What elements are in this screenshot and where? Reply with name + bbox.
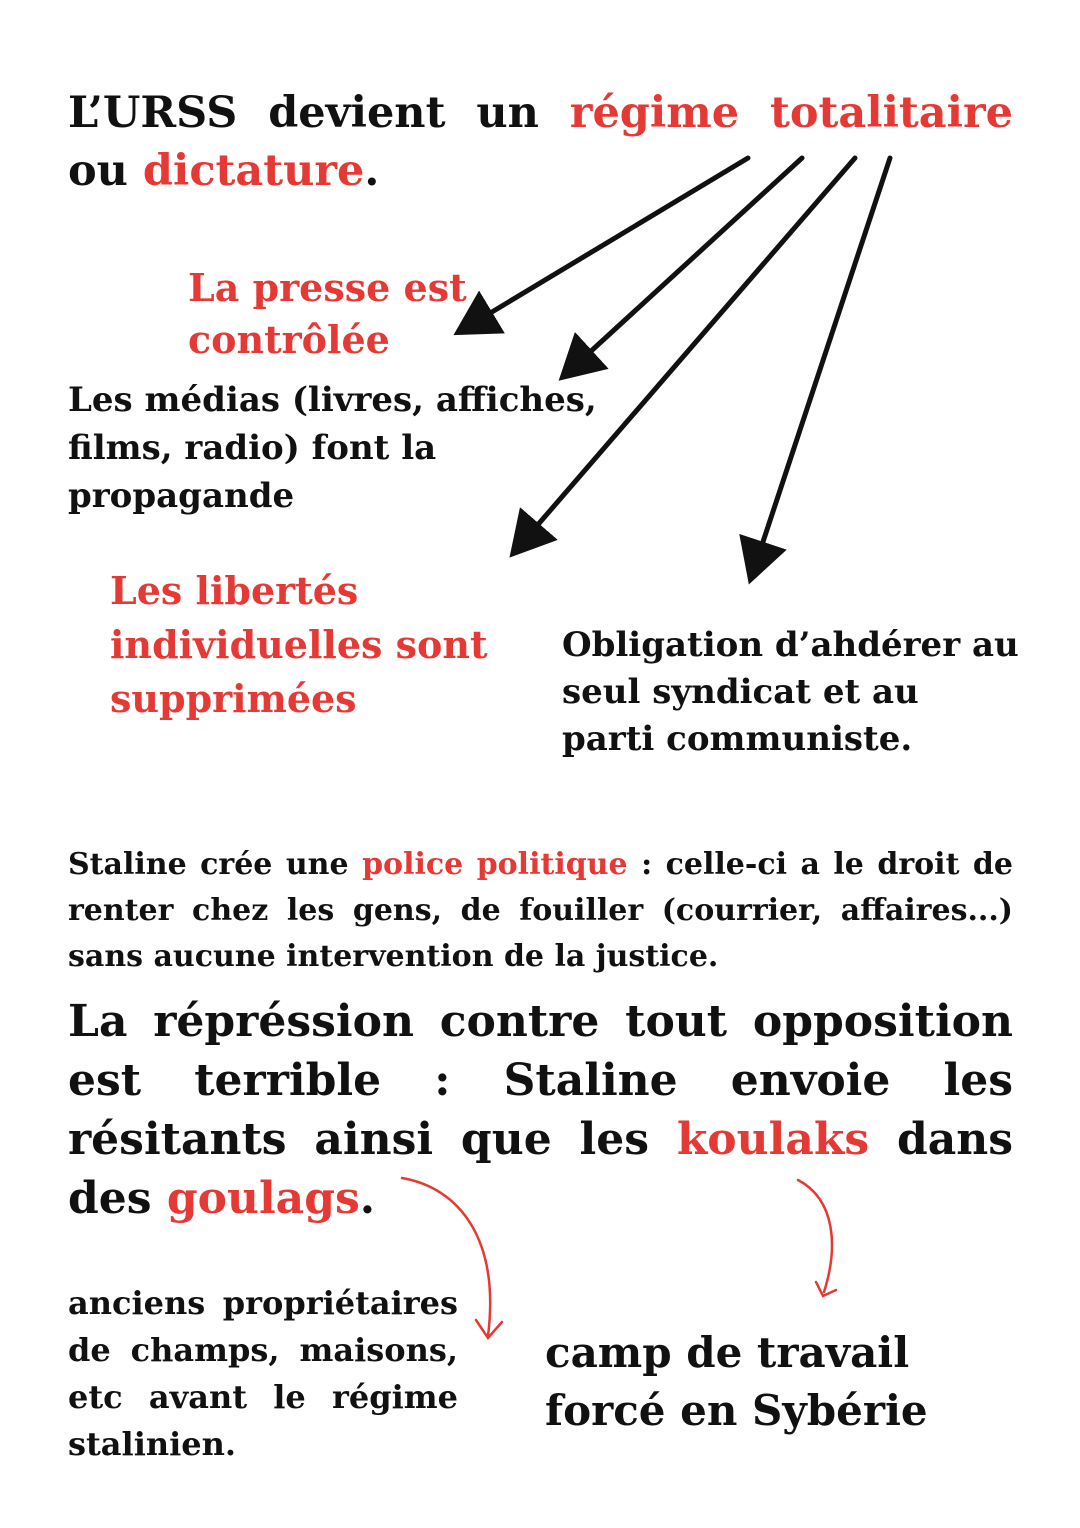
arrow-koulaks-curve bbox=[402, 1178, 490, 1336]
police-highlight: police politique bbox=[362, 847, 628, 882]
arrow-goulags-curve bbox=[798, 1180, 832, 1292]
repression-highlight-koulaks: koulaks bbox=[676, 1114, 870, 1165]
note-obligation-parti: Obligation d’ahdérer au seul syndicat et au parti communiste. bbox=[562, 625, 1019, 759]
repression-period: . bbox=[359, 1173, 376, 1224]
note-medias-propagande: Les médias (livres, affiches, films, radio) font la propagande bbox=[68, 380, 597, 516]
title-text: L’URSS devient un bbox=[68, 88, 570, 138]
police-text-2: : celle-ci a le droit de renter chez les gens, de fouiller (courrier, affaires...) sans aucune intervention de la justice. bbox=[68, 847, 1013, 974]
police-text-1: Staline crée une bbox=[68, 847, 363, 882]
arrow-to-libertes bbox=[516, 158, 855, 550]
note-libertes-supprimees: Les libertés individuelles sont supprimées bbox=[110, 568, 488, 721]
repression-text-1: La répréssion contre tout opposition est terrible : Staline envoie les résitants ainsi que les bbox=[68, 996, 1013, 1165]
title-highlight-regime-totalitaire: régime totalitaire bbox=[569, 88, 1013, 138]
repression-text-2: dans des bbox=[68, 1114, 1013, 1224]
note-presse-controlee: La presse est contrôlée bbox=[188, 265, 467, 362]
definition-koulaks: anciens propriétaires de champs, maisons, etc avant le régime stalinien. bbox=[68, 1284, 458, 1463]
definition-goulags: camp de travail forcé en Sybérie bbox=[545, 1328, 928, 1435]
arrow-to-medias bbox=[566, 158, 802, 374]
repression-highlight-goulags: goulags bbox=[166, 1173, 360, 1224]
arrow-to-obligation bbox=[752, 158, 890, 575]
title-period: . bbox=[364, 146, 380, 196]
title-text-or: ou bbox=[68, 146, 143, 196]
title-highlight-dictature: dictature bbox=[142, 146, 365, 196]
